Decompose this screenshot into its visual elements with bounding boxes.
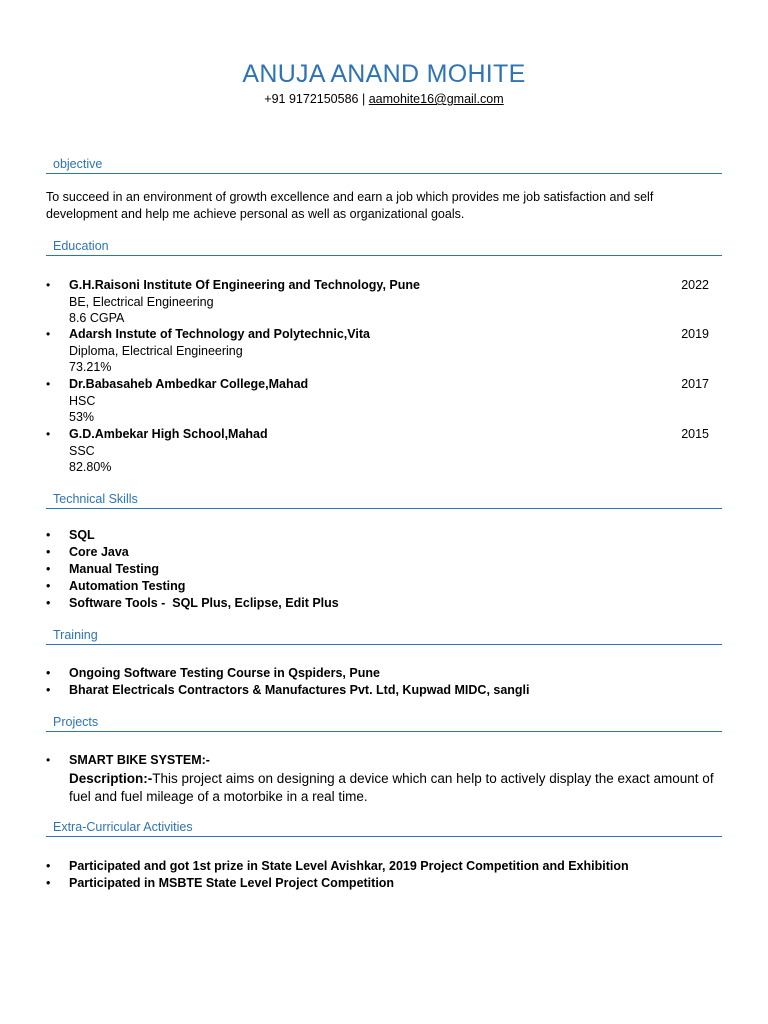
list-item: [46, 595, 339, 612]
phone-number: +91 9172150586: [264, 92, 359, 106]
skill-label: Manual Testing: [69, 562, 160, 576]
training-heading: Training: [46, 628, 722, 645]
education-year: 2019: [681, 327, 709, 341]
education-score: 73.21%: [69, 360, 112, 374]
education-item: [46, 326, 722, 376]
education-item: [46, 376, 722, 426]
candidate-name: ANUJA ANAND MOHITE: [242, 60, 526, 88]
bullet-icon: •: [46, 876, 51, 890]
education-year: 2015: [681, 427, 709, 441]
email-link[interactable]: aamohite16@gmail.com: [368, 92, 504, 106]
education-institute: Dr.Babasaheb Ambedkar College,Mahad: [69, 377, 309, 391]
skill-label: Automation Testing: [69, 579, 186, 593]
list-item: [46, 682, 530, 699]
education-degree: Diploma, Electrical Engineering: [69, 343, 243, 358]
description-text: This project aims on designing a device which can help to actively display the exact amount of fuel and fuel mileage of a motorbike in a real time.: [69, 770, 714, 804]
bullet-icon: •: [46, 377, 51, 391]
education-institute: G.H.Raisoni Institute Of Engineering and Technology, Pune: [69, 278, 420, 292]
skills-heading: Technical Skills: [46, 492, 722, 509]
objective-heading: objective: [46, 157, 722, 174]
list-item: [46, 527, 339, 544]
skill-label: Software Tools - SQL Plus, Eclipse, Edit Plus: [69, 596, 339, 610]
extra-heading: Extra-Curricular Activities: [46, 820, 722, 837]
education-score: 8.6 CGPA: [69, 311, 125, 325]
training-label: Ongoing Software Testing Course in Qspiders, Pune: [69, 666, 380, 680]
education-score: 53%: [69, 410, 95, 424]
bullet-icon: •: [46, 666, 51, 680]
bullet-icon: •: [46, 562, 51, 576]
objective-text: To succeed in an environment of growth excellence and earn a job which provides me job satisfaction and self development and help me achieve personal as well as organizational goals.: [46, 190, 654, 221]
bullet-icon: •: [46, 683, 51, 697]
list-item: [46, 875, 629, 892]
education-institute: Adarsh Instute of Technology and Polytechnic,Vita: [69, 327, 370, 341]
bullet-icon: •: [46, 327, 51, 341]
education-year: 2022: [681, 278, 709, 292]
education-degree: HSC: [69, 393, 96, 408]
list-item: [46, 561, 339, 578]
bullet-icon: •: [46, 278, 51, 292]
training-label: Bharat Electricals Contractors & Manufactures Pvt. Ltd, Kupwad MIDC, sangli: [69, 683, 530, 697]
education-degree: SSC: [69, 443, 95, 458]
education-degree: BE, Electrical Engineering: [69, 294, 214, 309]
bullet-icon: •: [46, 427, 51, 441]
bullet-icon: •: [46, 753, 51, 767]
list-item: [46, 578, 339, 595]
list-item: [46, 858, 629, 875]
skill-label: SQL: [69, 528, 95, 542]
training-list: [46, 665, 530, 699]
education-institute: G.D.Ambekar High School,Mahad: [69, 427, 268, 441]
education-score: 82.80%: [69, 460, 112, 474]
project-description: [69, 770, 726, 807]
skill-label: Core Java: [69, 545, 129, 559]
project-item: [46, 751, 726, 807]
skills-list: [46, 527, 339, 612]
bullet-icon: •: [46, 579, 51, 593]
activity-label: Participated in MSBTE State Level Project Competition: [69, 876, 395, 890]
extra-list: [46, 858, 629, 892]
description-label: Description:-: [69, 770, 153, 786]
contact-separator: |: [358, 92, 369, 106]
bullet-icon: •: [46, 528, 51, 542]
project-title: SMART BIKE SYSTEM:-: [69, 753, 210, 767]
contact-line: [0, 92, 768, 106]
education-item: [46, 277, 722, 327]
education-item: [46, 426, 722, 476]
list-item: [46, 665, 530, 682]
bullet-icon: •: [46, 596, 51, 610]
education-heading: Education: [46, 239, 722, 256]
bullet-icon: •: [46, 859, 51, 873]
activity-label: Participated and got 1st prize in State Level Avishkar, 2019 Project Competition and Exhibition: [69, 859, 629, 873]
projects-heading: Projects: [46, 715, 722, 732]
education-year: 2017: [681, 377, 709, 391]
list-item: [46, 544, 339, 561]
bullet-icon: •: [46, 545, 51, 559]
